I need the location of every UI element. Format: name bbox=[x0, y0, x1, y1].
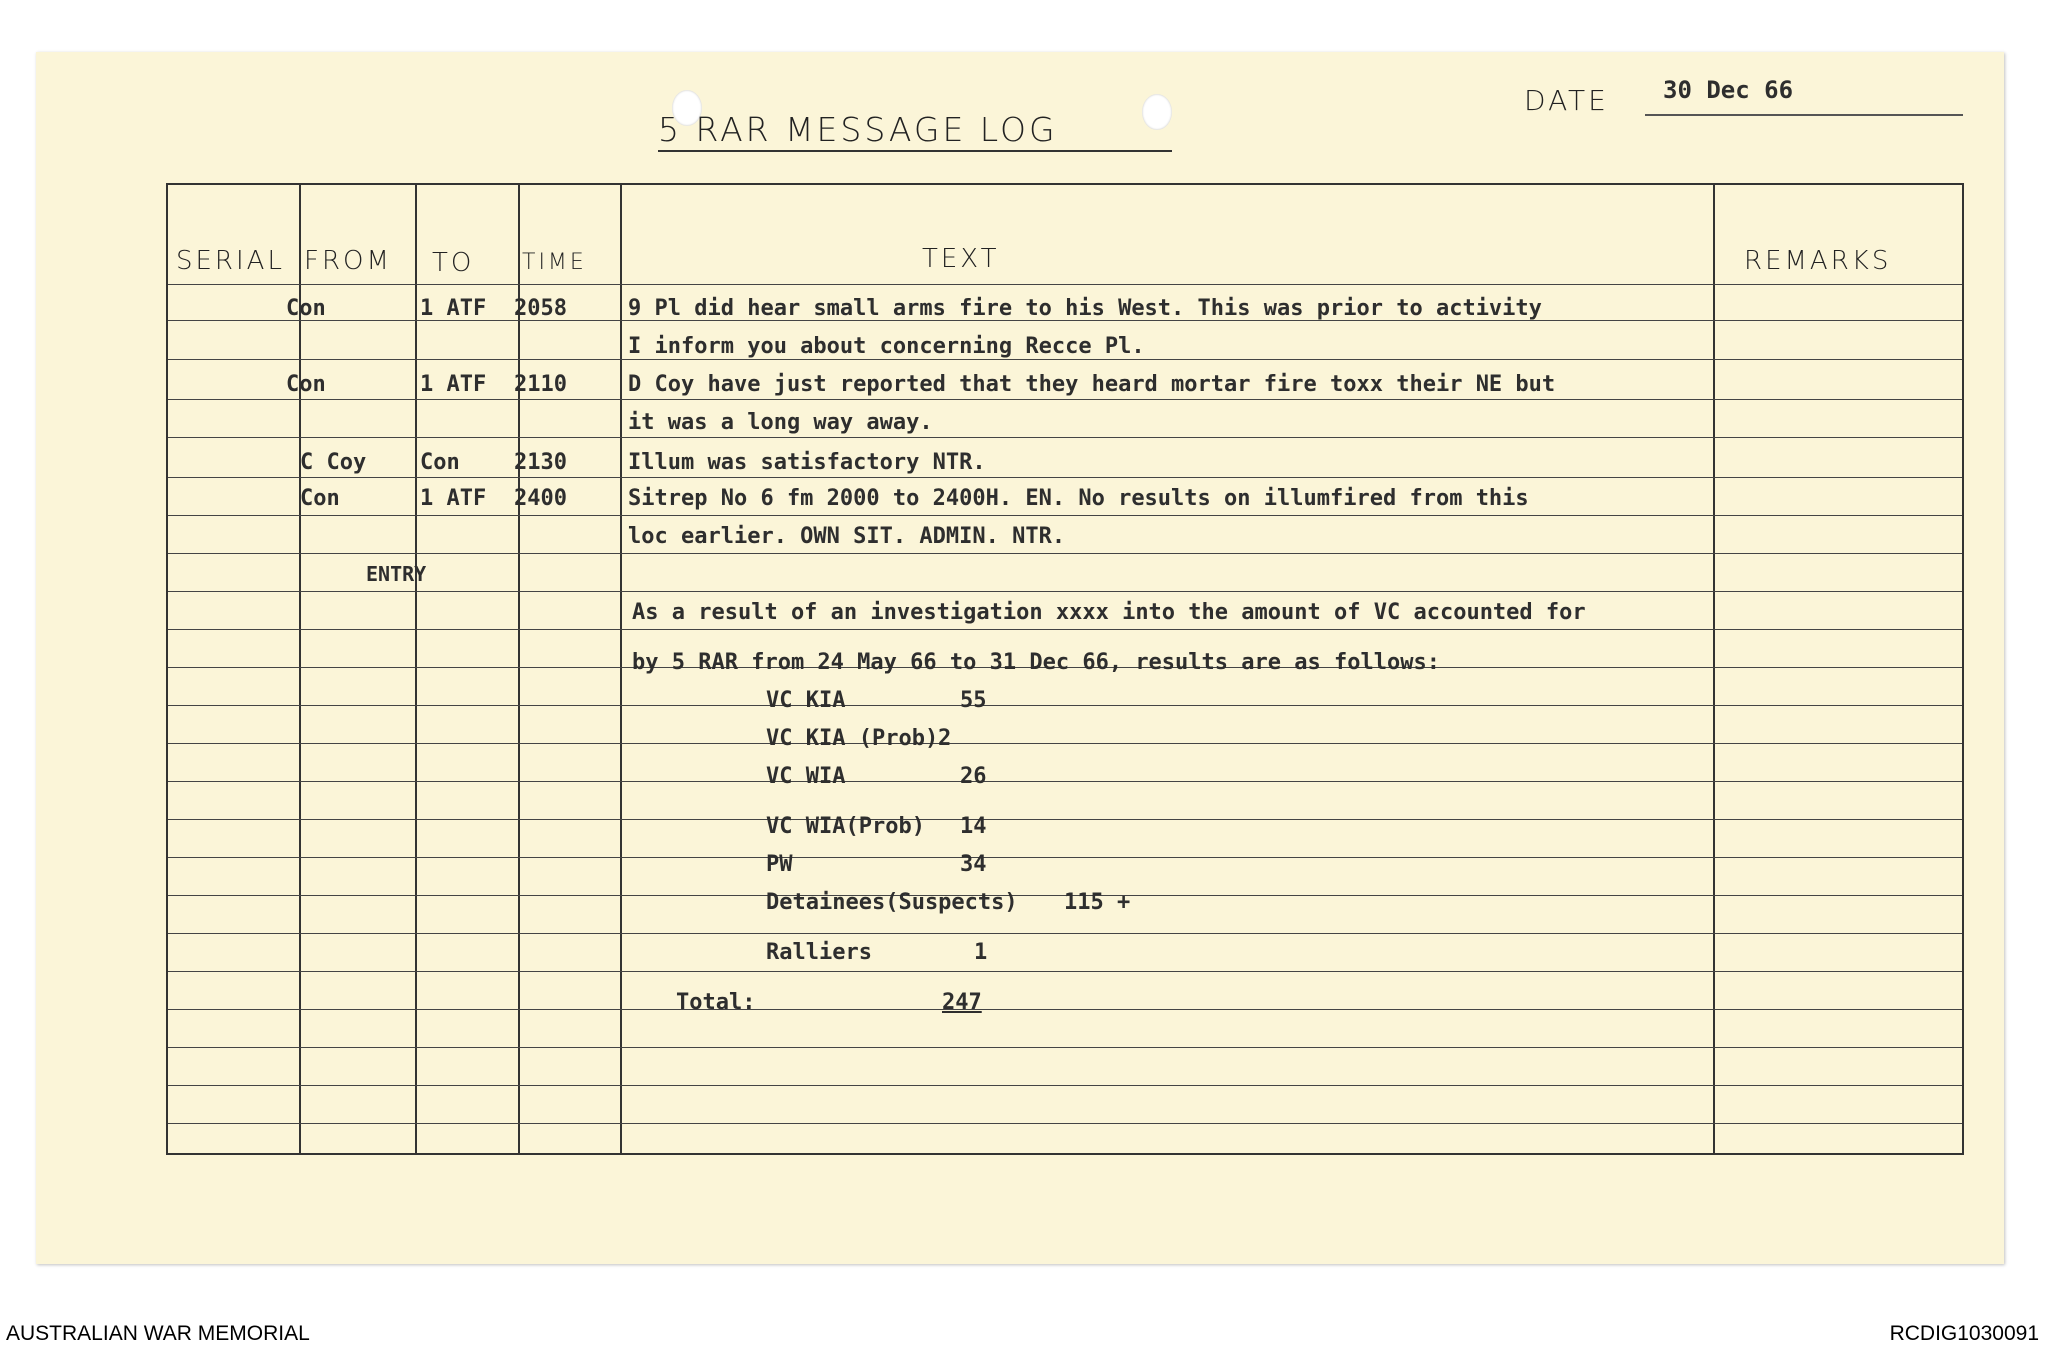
header-remarks: REMARKS bbox=[1744, 246, 1892, 276]
entry-to: 1 ATF bbox=[420, 372, 487, 397]
column-divider bbox=[620, 185, 622, 1153]
entry-from: Con bbox=[286, 296, 326, 321]
entry-from: C Coy bbox=[300, 450, 367, 475]
entry-text-line: Illum was satisfactory NTR. bbox=[628, 450, 986, 475]
result-label: Ralliers bbox=[766, 940, 872, 965]
entry-to: Con bbox=[420, 450, 460, 475]
header-text: TEXT bbox=[922, 244, 1000, 274]
result-value: 55 bbox=[960, 688, 987, 713]
header-serial: SERIAL bbox=[176, 246, 285, 276]
row-line bbox=[168, 284, 1962, 285]
row-line bbox=[168, 1123, 1962, 1124]
row-line bbox=[168, 857, 1962, 858]
page-title: 5 RAR MESSAGE LOG bbox=[658, 110, 1058, 149]
result-label: Detainees(Suspects) bbox=[766, 890, 1018, 915]
entry-text-line: it was a long way away. bbox=[628, 410, 933, 435]
result-value: 14 bbox=[960, 814, 987, 839]
date-label: DATE bbox=[1524, 84, 1609, 117]
row-line bbox=[168, 437, 1962, 438]
entry-text-line: I inform you about concerning Recce Pl. bbox=[628, 334, 1145, 359]
entry-text-line: D Coy have just reported that they heard mortar fire toxx their NE but bbox=[628, 372, 1556, 397]
row-line bbox=[168, 629, 1962, 630]
result-value: 34 bbox=[960, 852, 987, 877]
row-line bbox=[168, 1047, 1962, 1048]
entry-time: 2110 bbox=[514, 372, 567, 397]
entry-text-line: Sitrep No 6 fm 2000 to 2400H. EN. No results on illumfired from this bbox=[628, 486, 1529, 511]
header-to: TO bbox=[432, 248, 475, 278]
row-line bbox=[168, 1085, 1962, 1086]
footer-archive-name: AUSTRALIAN WAR MEMORIAL bbox=[6, 1322, 310, 1345]
column-divider bbox=[415, 185, 417, 1153]
row-line bbox=[168, 743, 1962, 744]
entry-from: Con bbox=[286, 372, 326, 397]
date-value: 30 Dec 66 bbox=[1663, 76, 1794, 104]
row-line bbox=[168, 359, 1962, 360]
result-label: VC KIA (Prob) bbox=[766, 726, 939, 751]
row-line bbox=[168, 819, 1962, 820]
total-label: Total: bbox=[676, 990, 756, 1015]
row-line bbox=[168, 705, 1962, 706]
header-time: TIME bbox=[522, 250, 587, 275]
column-divider bbox=[518, 185, 520, 1153]
result-line: As a result of an investigation xxxx into the amount of VC accounted for bbox=[632, 600, 1586, 625]
entry-text-line: 9 Pl did hear small arms fire to his West. This was prior to activity bbox=[628, 296, 1542, 321]
row-line bbox=[168, 971, 1962, 972]
entry-from: Con bbox=[300, 486, 340, 511]
result-value: 2 bbox=[938, 726, 952, 751]
result-value: 26 bbox=[960, 764, 987, 789]
row-line bbox=[168, 399, 1962, 400]
row-line bbox=[168, 591, 1962, 592]
entry-time: 2058 bbox=[514, 296, 567, 321]
result-value: 1 bbox=[974, 940, 988, 965]
row-line bbox=[168, 477, 1962, 478]
result-label: VC WIA bbox=[766, 764, 846, 789]
entry-to: 1 ATF bbox=[420, 296, 487, 321]
footer-record-id: RCDIG1030091 bbox=[1889, 1322, 2039, 1345]
entry-text-line: loc earlier. OWN SIT. ADMIN. NTR. bbox=[628, 524, 1066, 549]
header-from: FROM bbox=[304, 246, 392, 276]
date-line bbox=[1645, 114, 1963, 116]
title-underline bbox=[658, 150, 1172, 152]
punch-hole bbox=[1142, 94, 1172, 130]
result-label: PW bbox=[766, 852, 793, 877]
entry-time: 2400 bbox=[514, 486, 567, 511]
row-line bbox=[168, 1009, 1962, 1010]
entry-to: 1 ATF bbox=[420, 486, 487, 511]
result-label: VC KIA bbox=[766, 688, 846, 713]
result-line: by 5 RAR from 24 May 66 to 31 Dec 66, results are as follows: bbox=[632, 650, 1440, 675]
result-value: 115 + bbox=[1064, 890, 1131, 915]
result-label: VC WIA(Prob) bbox=[766, 814, 925, 839]
row-line bbox=[168, 515, 1962, 516]
row-line bbox=[168, 553, 1962, 554]
total-value: 247 bbox=[942, 990, 982, 1015]
column-divider bbox=[299, 185, 301, 1153]
entry-label: ENTRY bbox=[366, 562, 427, 586]
column-divider bbox=[1713, 185, 1715, 1153]
row-line bbox=[168, 933, 1962, 934]
row-line bbox=[168, 781, 1962, 782]
entry-time: 2130 bbox=[514, 450, 567, 475]
